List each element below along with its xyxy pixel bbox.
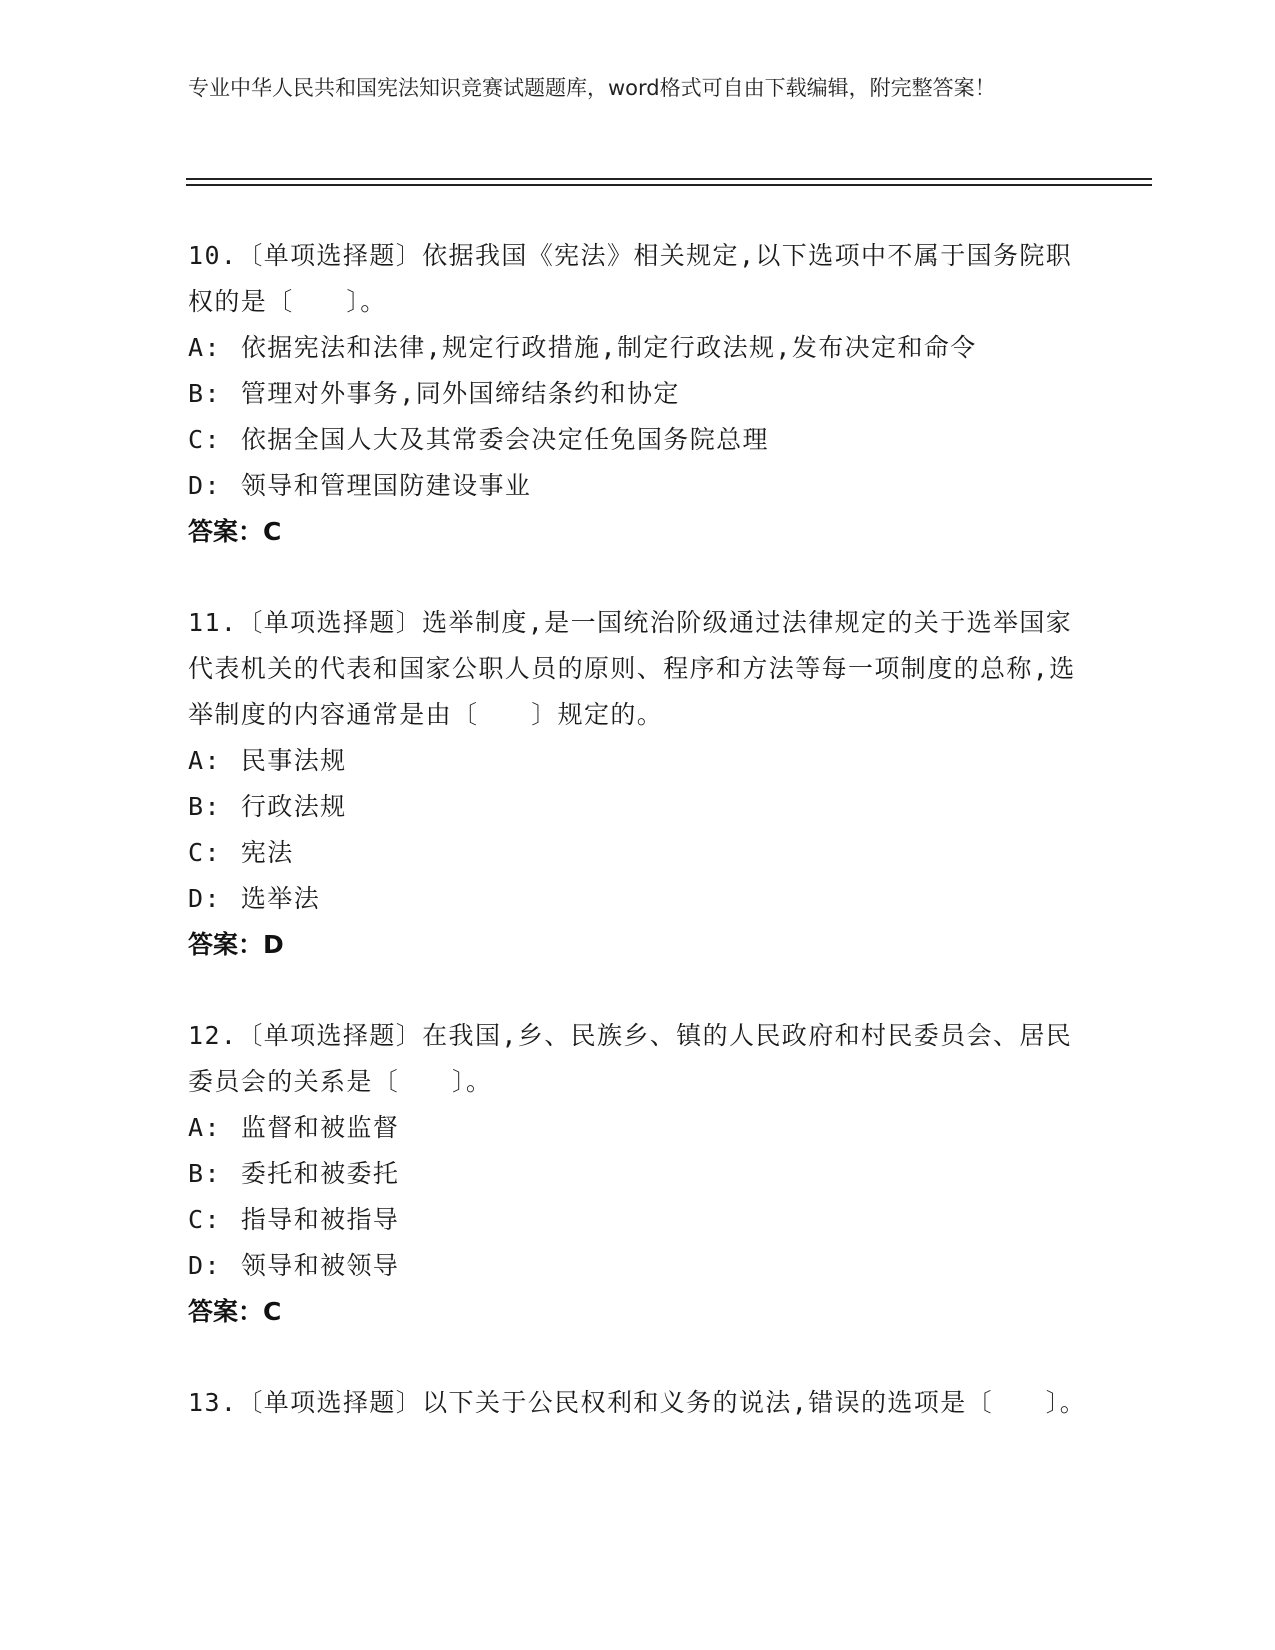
option-key: A: — [188, 333, 221, 362]
option-c — [188, 417, 1088, 463]
option-text: 管理对外事务,同外国缔结条约和协定 — [240, 379, 680, 408]
option-b — [188, 1151, 1088, 1197]
question-11 — [188, 600, 1088, 968]
answer-label: 答案：C — [188, 517, 282, 546]
header-rule-bottom — [186, 184, 1152, 186]
question-13 — [188, 1380, 1088, 1426]
option-d — [188, 876, 1088, 922]
option-text: 委托和被委托 — [240, 1159, 400, 1188]
option-text: 领导和被领导 — [240, 1251, 400, 1280]
option-b — [188, 371, 1088, 417]
option-key: C: — [188, 1205, 221, 1234]
question-12 — [188, 1013, 1088, 1335]
question-text: 13.〔单项选择题〕以下关于公民权利和义务的说法,错误的选项是〔 〕。 — [188, 1388, 1087, 1417]
option-text: 行政法规 — [240, 792, 347, 821]
option-a — [188, 1105, 1088, 1151]
header-rule-top — [186, 178, 1152, 180]
question-list — [188, 233, 1088, 1471]
option-d — [188, 1243, 1088, 1289]
option-text: 选举法 — [240, 884, 321, 913]
option-c — [188, 830, 1088, 876]
option-c — [188, 1197, 1088, 1243]
option-text: 民事法规 — [240, 746, 347, 775]
answer-label: 答案：D — [188, 930, 284, 959]
question-text: 12.〔单项选择题〕在我国,乡、民族乡、镇的人民政府和村民委员会、居民委员会的关系是〔 〕。 — [188, 1021, 1073, 1096]
option-a — [188, 738, 1088, 784]
option-text: 监督和被监督 — [240, 1113, 400, 1142]
option-key: D: — [188, 1251, 221, 1280]
option-text: 指导和被指导 — [240, 1205, 400, 1234]
option-key: A: — [188, 746, 221, 775]
option-key: A: — [188, 1113, 221, 1142]
option-key: D: — [188, 884, 221, 913]
option-b — [188, 784, 1088, 830]
option-d — [188, 463, 1088, 509]
option-key: C: — [188, 838, 221, 867]
option-text: 依据全国人大及其常委会决定任免国务院总理 — [240, 425, 769, 454]
option-key: B: — [188, 792, 221, 821]
document-header — [188, 72, 1068, 104]
header-text: 专业中华人民共和国宪法知识竞赛试题题库，word格式可自由下载编辑，附完整答案！ — [188, 76, 996, 100]
option-a — [188, 325, 1088, 371]
question-text: 11.〔单项选择题〕选举制度,是一国统治阶级通过法律规定的关于选举国家代表机关的代表和国家公职人员的原则、程序和方法等每一项制度的总称,选举制度的内容通常是由〔 〕规定的。 — [188, 608, 1076, 729]
option-text: 依据宪法和法律,规定行政措施,制定行政法规,发布决定和命令 — [240, 333, 977, 362]
option-key: D: — [188, 471, 221, 500]
answer-label: 答案：C — [188, 1297, 282, 1326]
option-key: C: — [188, 425, 221, 454]
option-text: 领导和管理国防建设事业 — [240, 471, 532, 500]
option-text: 宪法 — [240, 838, 294, 867]
question-text: 10.〔单项选择题〕依据我国《宪法》相关规定,以下选项中不属于国务院职权的是〔 〕。 — [188, 241, 1073, 316]
question-10 — [188, 233, 1088, 555]
option-key: B: — [188, 379, 221, 408]
option-key: B: — [188, 1159, 221, 1188]
